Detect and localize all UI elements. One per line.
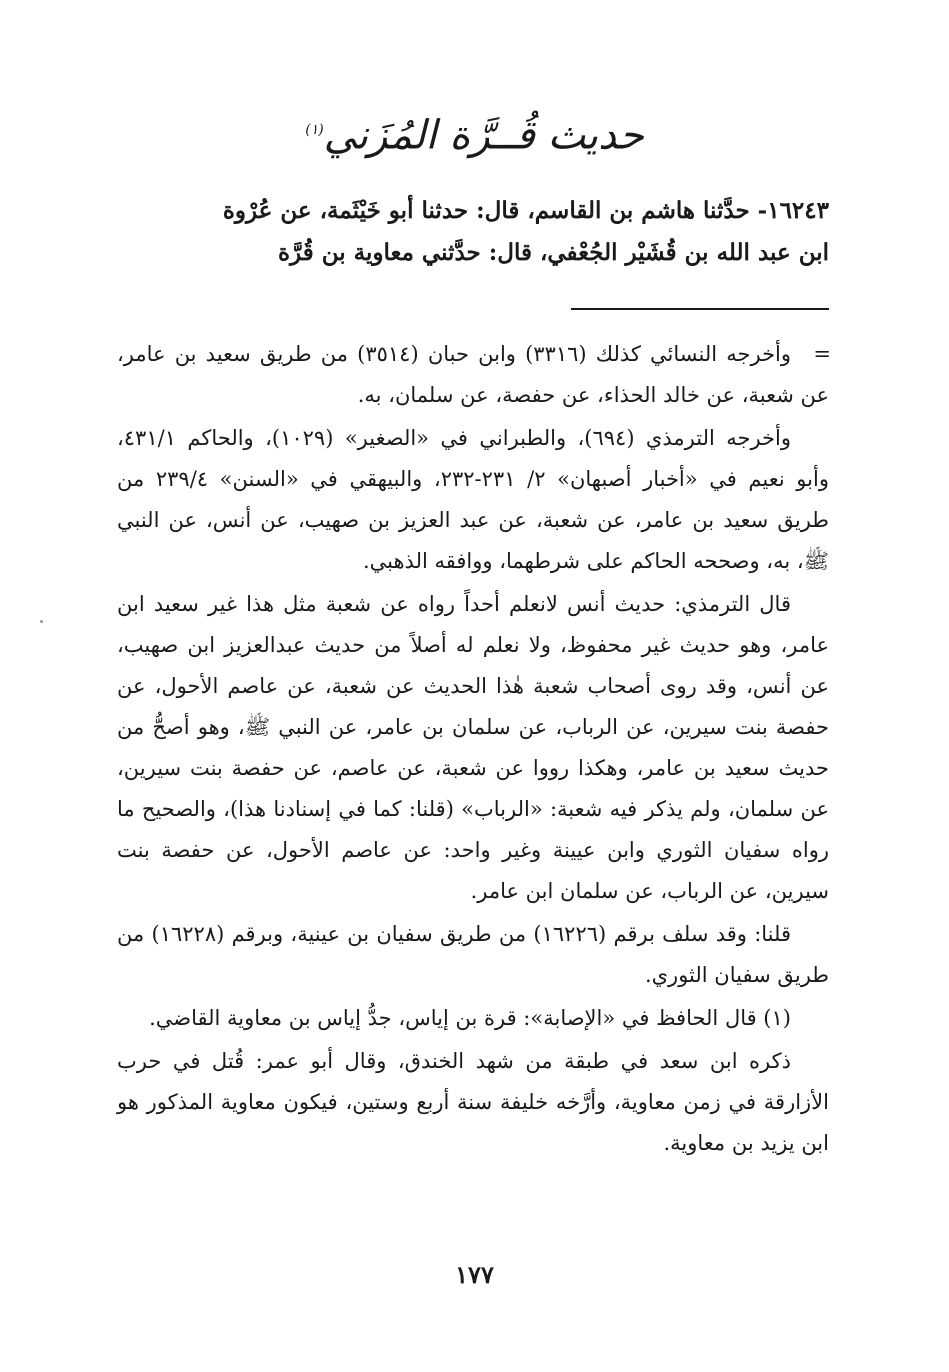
hadith-line-1: ١٦٢٤٣- حدَّثنا هاشم بن القاسم، قال: حدثنا أبو خَيْثَمة، عن عُرْوة (222, 197, 829, 224)
title-footnote-ref: (١) (305, 122, 324, 138)
footnote-paragraph (117, 334, 829, 416)
footnote-paragraph-text: وأخرجه النسائي كذلك (٣٣١٦) وابن حبان (٣٥١٤) من طريق سعيد بن عامر، عن شعبة، عن خالد الحذاء، عن حفصة، عن سلمان، به. (117, 342, 829, 407)
footnote-paragraph: وأخرجه الترمذي (٦٩٤)، والطبراني في «الصغير» (١٠٢٩)، والحاكم ٤٣١/١، وأبو نعيم في «أخبار أصبهان» ٢/ ٢٣١-٢٣٢، والبيهقي في «السنن» ٢٣٩/٤ من طريق سعيد بن عامر، عن شعبة، عن عبد العزيز بن صهيب، عن أنس، عن النبي ﷺ، به، وصححه الحاكم على شرطهما، ووافقه الذهبي. (117, 426, 829, 573)
continuation-mark: = (813, 342, 831, 366)
footnote-paragraph: (١) قال الحافظ في «الإصابة»: قرة بن إياس، جدُّ إياس بن معاوية القاضي. (149, 1006, 791, 1030)
footnotes (117, 334, 829, 1166)
footnote-paragraph: قال الترمذي: حديث أنس لانعلم أحداً رواه عن شعبة مثل هذا غير سعيد ابن عامر، وهو حديث غير محفوظ، ولا نعلم له أصلاً من حديث عبدالعزيز ابن صهيب، عن أنس، وقد روى أصحاب شعبة هٰذا الحديث عن شعبة، عن عاصم الأحول، عن حفصة بنت سيرين، عن الرباب، عن سلمان بن عامر، عن النبي ﷺ، وهو أصحُّ من حديث سعيد بن عامر، وهكذا رووا عن شعبة، عن عاصم، عن حفصة بنت سيرين، عن سلمان، ولم يذكر فيه شعبة: «الرباب» (قلنا: كما في إسنادنا هذا)، والصحيح ما رواه سفيان الثوري وابن عيينة وغير واحد: عن عاصم الأحول، عن حفصة بنت سيرين، عن الرباب، عن سلمان ابن عامر. (117, 592, 829, 903)
footnote-separator (571, 308, 829, 310)
title-text: حديث قُــرَّة المُزَني (323, 112, 644, 159)
hadith-line-2: ابن عبد الله بن قُشَيْر الجُعْفي، قال: حدَّثني معاوية بن قُرَّة (278, 239, 829, 266)
page-title (0, 100, 949, 165)
margin-mark (40, 620, 43, 623)
footnote-paragraph: قلنا: وقد سلف برقم (١٦٢٢٦) من طريق سفيان بن عينية، وبرقم (١٦٢٢٨) من طريق سفيان الثوري. (117, 922, 829, 987)
footnote-paragraph: ذكره ابن سعد في طبقة من شهد الخندق، وقال أبو عمر: قُتل في حرب الأزارقة في زمن معاوية، وأرَّخه خليفة سنة أربع وستين، فيكون معاوية المذكور هو ابن يزيد بن معاوية. (117, 1049, 829, 1155)
hadith-text (117, 190, 829, 274)
page-number: ١٧٧ (455, 1260, 494, 1289)
